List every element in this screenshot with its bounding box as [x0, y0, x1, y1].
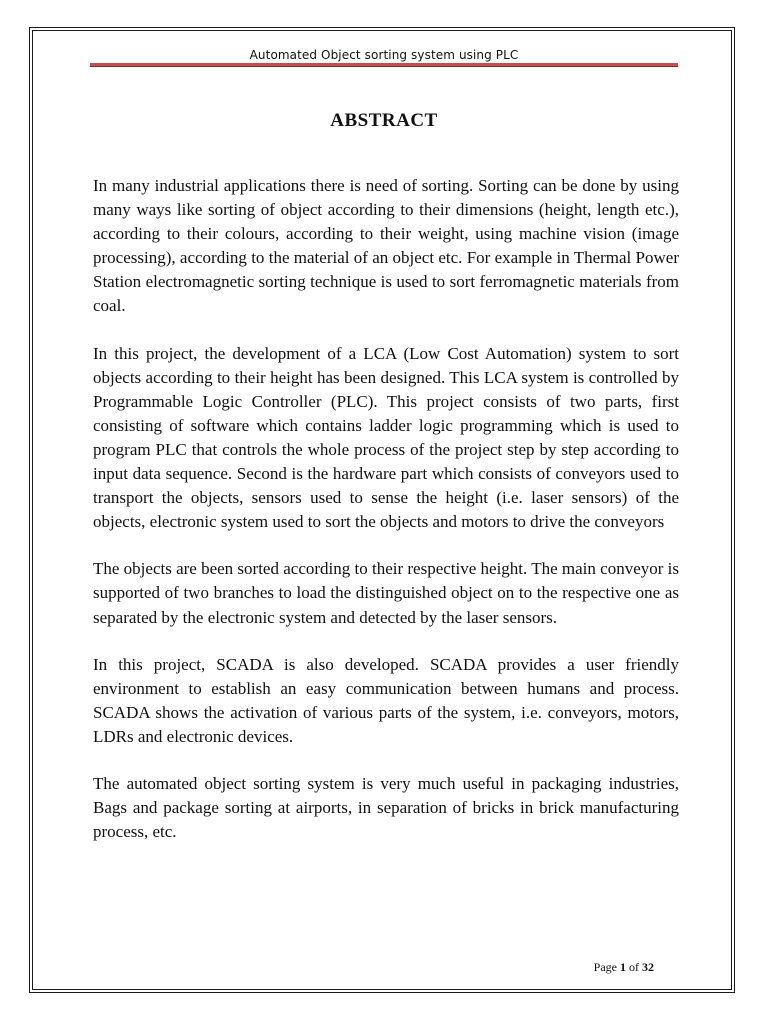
paragraph-1: In many industrial applications there is need of sorting. Sorting can be done by using many ways like sorting of object according to their dimensions (height, length etc.), according to their colours, according to their weight, using machine vision (image processing), according to the material of an object etc. For example in Thermal Power Station electromagnetic sorting technique is used to sort ferromagnetic materials from coal.: [93, 176, 679, 316]
page-title: ABSTRACT: [330, 110, 438, 131]
of-label: of: [629, 960, 639, 974]
page-total: 32: [642, 960, 654, 974]
page-number: 1: [620, 960, 626, 974]
page-label: Page: [593, 960, 617, 974]
abstract-body: [93, 174, 679, 867]
paragraph-4: In this project, SCADA is also developed. SCADA provides a user friendly environment to establish an easy communication between humans and process. SCADA shows the activation of various parts of the system, i.e. conveyors, motors, LDRs and electronic devices.: [93, 654, 679, 746]
paragraph-5: The automated object sorting system is very much useful in packaging industries, Bags and package sorting at airports, in separation of bricks in brick manufacturing process, etc.: [93, 773, 679, 842]
paragraph-3: The objects are been sorted according to their respective height. The main conveyor is supported of two branches to load the distinguished object on to the respective one as separated by the electronic system and detected by the laser sensors.: [93, 559, 679, 627]
paragraph-2: In this project, the development of a LCA (Low Cost Automation) system to sort objects according to their height has been designed. This LCA system is controlled by Programmable Logic Controller (PLC). This project consists of two parts, first consisting of software which contains ladder logic programming which is used to program PLC that controls the whole process of the project step by step according to input data sequence. Second is the hardware part which consists of conveyors used to transport the objects, sensors used to sense the height (i.e. laser sensors) of the objects, electronic system used to sort the objects and motors to drive the conveyors: [93, 343, 679, 532]
running-header: Automated Object sorting system using PLC: [249, 48, 519, 62]
header-rule: [90, 63, 678, 67]
page-footer: [594, 960, 654, 975]
